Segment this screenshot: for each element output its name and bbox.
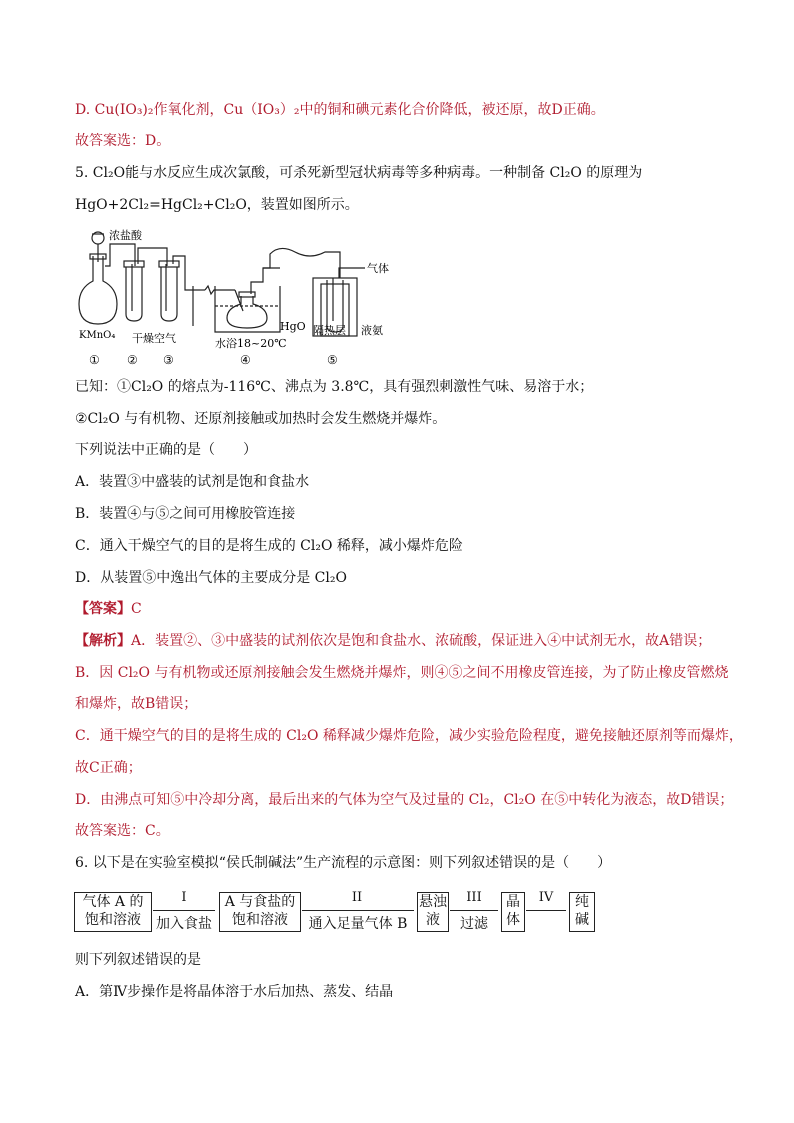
flow-box-3 [417, 892, 449, 932]
flow-step-3-text: 过滤 [460, 916, 488, 932]
option-d-explanation: D. Cu(IO₃)₂作氧化剂，Cu（IO₃）₂中的铜和碘元素化合价降低，被还原，故D正确。 [75, 102, 605, 118]
flow-box-1-line2: 饱和溶液 [85, 912, 141, 928]
q6-repeat: 则下列叙述错误的是 [75, 952, 201, 968]
water-bath-label: 水浴18~20℃ [215, 337, 287, 350]
known-line1: 已知：①Cl₂O 的熔点为-116℃、沸点为 3.8℃，具有强烈刺激性气味、易溶于水； [75, 379, 594, 395]
analysis-line4: C．通干燥空气的目的是将生成的 Cl₂O 稀释减少爆炸危险，减少实验危险程度，避免接触还原剂等而爆炸， [75, 728, 743, 744]
flow-box-5-line1: 纯 [575, 894, 589, 910]
option-b: B．装置④与⑤之间可用橡胶管连接 [75, 506, 296, 522]
flow-box-3-line1: 悬浊 [419, 894, 447, 910]
flow-arrow-4 [526, 910, 566, 911]
known-line2: ②Cl₂O 与有机物、还原剂接触或加热时会发生燃烧并爆炸。 [75, 411, 447, 427]
flow-box-1 [74, 892, 152, 932]
flow-box-4-line2: 体 [506, 912, 520, 928]
flow-step-1-text: 加入食盐 [156, 916, 212, 932]
q6-stem: 6. 以下是在实验室模拟“侯氏制碱法”生产流程的示意图：则下列叙述错误的是（ ） [75, 855, 612, 871]
apparatus-label-4: ④ [240, 353, 251, 367]
analysis-line1 [75, 631, 711, 651]
flow-box-4-line1: 晶 [506, 894, 520, 910]
flow-arrow-1 [153, 910, 215, 911]
apparatus-label-2: ② [127, 353, 138, 367]
option-a: A．装置③中盛装的试剂是饱和食盐水 [75, 474, 310, 490]
flow-box-5 [569, 892, 595, 932]
flow-chart [74, 888, 604, 936]
gas-out-label: 气体 [367, 262, 389, 275]
flow-box-5-line2: 碱 [575, 912, 589, 928]
analysis-text1: A．装置②、③中盛装的试剂依次是饱和食盐水、浓硫酸，保证进入④中试剂无水，故A错误； [131, 633, 712, 649]
analysis-line5: 故C正确； [75, 760, 142, 776]
flow-box-2-line2: 饱和溶液 [232, 912, 288, 928]
flow-arrow-3 [450, 910, 498, 911]
flow-step-3-num: III [466, 890, 482, 905]
answer-value: C [131, 601, 142, 617]
analysis-line6: D．由沸点可知⑤中冷却分离，最后出来的气体为空气及过量的 Cl₂，Cl₂O 在⑤中转化为液态，故D错误； [75, 792, 734, 808]
analysis-line3: 和爆炸，故B错误； [75, 696, 198, 712]
flow-box-3-line2: 液 [426, 912, 440, 928]
flow-arrow-2 [302, 910, 414, 911]
flow-box-1-line1: 气体 A 的 [82, 894, 144, 910]
liquid-ammonia-label: 液氨 [361, 324, 383, 337]
analysis-line7: 故答案选：C。 [75, 823, 170, 839]
answer-tag: 【答案】 [75, 601, 131, 617]
option-c: C．通入干燥空气的目的是将生成的 Cl₂O 稀释，减小爆炸危险 [75, 538, 463, 554]
dry-air-label: 干燥空气 [132, 332, 176, 345]
q6-option-a: A．第Ⅳ步操作是将晶体溶于水后加热、蒸发、结晶 [75, 984, 394, 1000]
flow-step-4-num: IV [538, 890, 554, 905]
q5-question: 下列说法中正确的是（ ） [75, 442, 257, 458]
flow-box-2-line1: A 与食盐的 [224, 894, 296, 910]
apparatus-diagram [75, 226, 395, 371]
answer-line [75, 599, 142, 619]
flow-step-2-text: 通入足量气体 B [308, 916, 408, 932]
q5-stem-line2: HgO+2Cl₂=HgCl₂+Cl₂O，装置如图所示。 [75, 197, 359, 213]
flow-step-1-num: I [181, 890, 187, 905]
kmno4-label: KMnO₄ [79, 330, 116, 341]
analysis-line2: B．因 Cl₂O 与有机物或还原剂接触会发生燃烧并爆炸，则④⑤之间不用橡皮管连接，为了防止橡皮管燃烧 [75, 665, 729, 681]
apparatus-label-5: ⑤ [327, 353, 338, 367]
apparatus-label-3: ③ [163, 353, 174, 367]
q5-stem-line1: 5. Cl₂O能与水反应生成次氯酸，可杀死新型冠状病毒等多种病毒。一种制备 Cl₂O 的原理为 [75, 165, 643, 181]
insulation-label: 隔热层 [313, 324, 346, 337]
answer-line-d: 故答案选：D。 [75, 133, 171, 149]
option-d: D．从装置⑤中逸出气体的主要成分是 Cl₂O [75, 570, 347, 586]
analysis-tag: 【解析】 [75, 633, 131, 649]
flow-box-4 [501, 892, 525, 932]
hgo-label: HgO [280, 320, 306, 333]
apparatus-label-1: ① [89, 353, 100, 367]
conc-hcl-label: 浓盐酸 [109, 229, 142, 242]
flow-box-2 [219, 892, 301, 932]
flow-step-2-num: II [351, 890, 363, 905]
